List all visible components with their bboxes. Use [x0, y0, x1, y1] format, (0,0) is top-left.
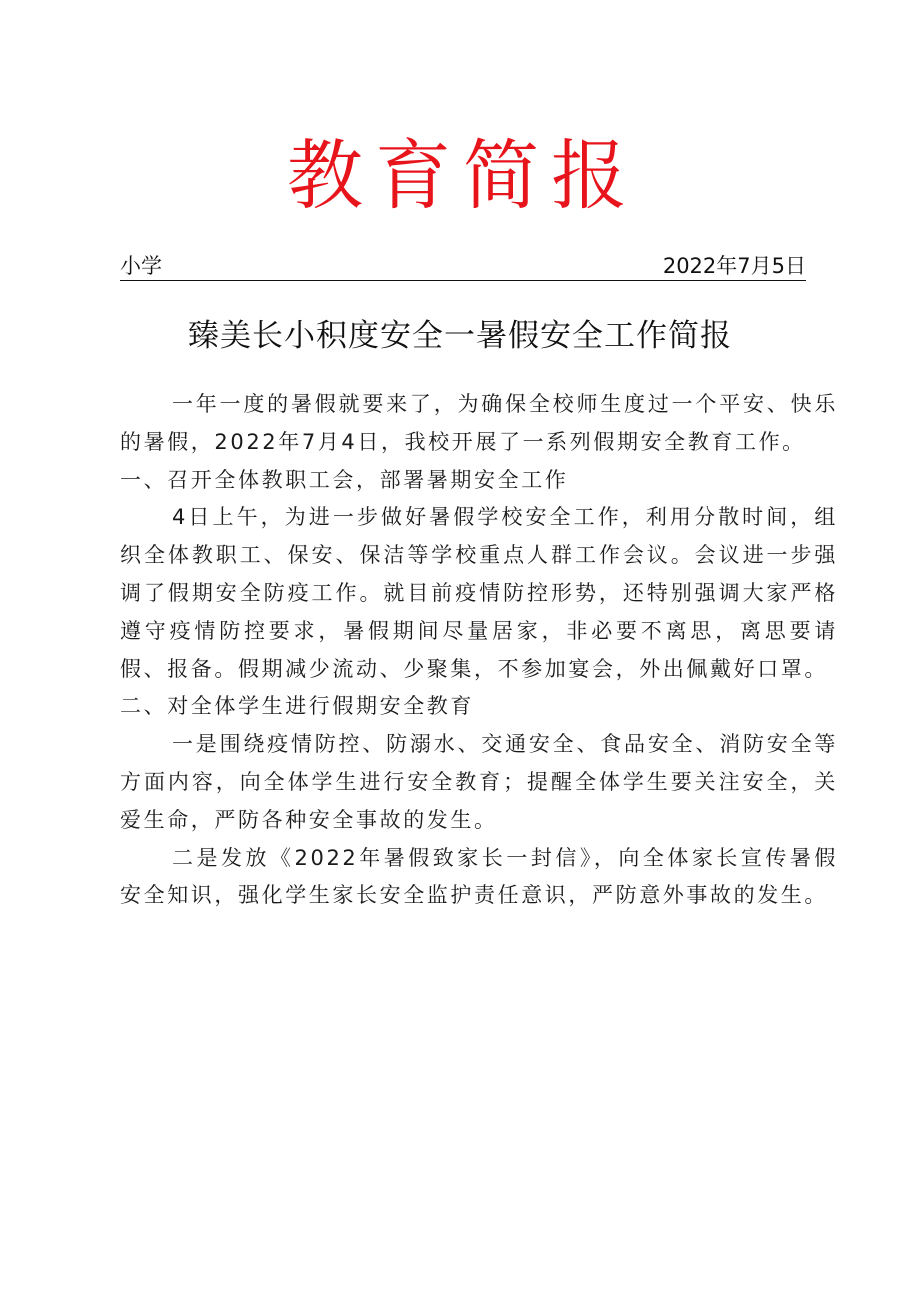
section-heading-1: 一、召开全体教职工会，部署暑期安全工作 — [120, 467, 569, 492]
section-2-paragraph-2: 二是发放《2022年暑假致家长一封信》，向全体家长宣传暑假安全知识，强化学生家长安全监护责任意识，严防意外事故的发生。 — [120, 845, 838, 908]
section-heading-2: 二、对全体学生进行假期安全教育 — [120, 694, 474, 719]
issue-date: 2022年7月5日 — [662, 254, 806, 278]
meta-row — [120, 252, 806, 281]
intro-paragraph: 一年一度的暑假就要来了，为确保全校师生度过一个平安、快乐的暑假，2022年7月4日，我校开展了一系列假期安全教育工作。 — [120, 392, 838, 454]
masthead-title: 教育简报 — [287, 131, 639, 220]
document-title: 臻美长小积度安全一暑假安全工作简报 — [188, 318, 732, 354]
document-body — [120, 386, 838, 915]
section-1-paragraph: 4日上午，为进一步做好暑假学校安全工作，利用分散时间，组织全体教职工、保安、保洁等学校重点人群工作会议。会议进一步强调了假期安全防疫工作。就目前疫情防控形势，还特别强调大家严格遵守疫情防控要求，暑假期间尽量居家，非必要不离思，离思要请假、报备。假期减少流动、少聚集，不参加宴会，外出佩戴好口罩。 — [120, 505, 838, 681]
school-name: 小学 — [120, 254, 162, 278]
section-2-paragraph-1: 一是围绕疫情防控、防溺水、交通安全、食品安全、消防安全等方面内容，向全体学生进行安全教育；提醒全体学生要关注安全，关爱生命，严防各种安全事故的发生。 — [120, 732, 838, 832]
